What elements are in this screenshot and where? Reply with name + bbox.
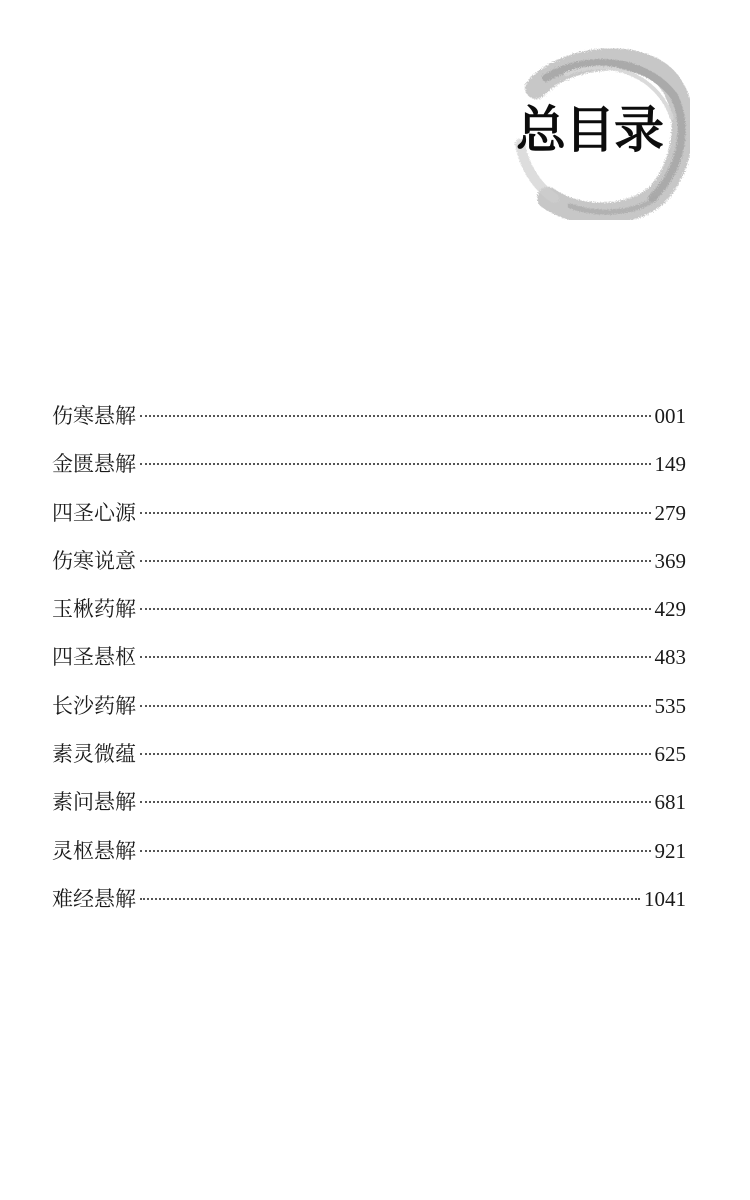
toc-entry[interactable] — [52, 730, 686, 778]
toc-entry-page: 921 — [654, 838, 686, 863]
toc-entry-title: 四圣心源 — [52, 500, 136, 525]
dot-leader — [140, 512, 651, 514]
toc-entry-page: 535 — [654, 693, 686, 718]
toc-entry-page: 149 — [654, 452, 686, 477]
toc-entry[interactable] — [52, 875, 686, 923]
toc-entry-page: 369 — [654, 548, 686, 573]
dot-leader — [140, 753, 651, 755]
toc-entry[interactable] — [52, 392, 686, 440]
toc-entry-title: 四圣悬枢 — [52, 645, 136, 670]
toc-entry[interactable] — [52, 633, 686, 681]
toc-entry[interactable] — [52, 440, 686, 488]
toc-entry-page: 279 — [654, 500, 686, 525]
toc-entry-title: 难经悬解 — [52, 886, 136, 911]
toc-entry-title: 长沙药解 — [52, 693, 136, 718]
dot-leader — [140, 415, 651, 417]
title-block — [506, 48, 690, 220]
dot-leader — [140, 463, 651, 465]
toc-entry[interactable] — [52, 682, 686, 730]
dot-leader — [140, 560, 651, 562]
toc-entry-title: 伤寒悬解 — [52, 404, 136, 428]
dot-leader — [140, 898, 640, 900]
toc-entry-page: 625 — [654, 742, 686, 767]
toc-entry[interactable] — [52, 585, 686, 633]
toc-entry[interactable] — [52, 489, 686, 537]
toc-entry-page: 681 — [654, 790, 686, 815]
toc-entry[interactable] — [52, 537, 686, 585]
toc-entry-title: 金匮悬解 — [52, 452, 136, 477]
dot-leader — [140, 801, 651, 803]
toc-entry-title: 素灵微蕴 — [52, 742, 136, 767]
toc-entry-title: 伤寒说意 — [52, 548, 136, 573]
toc-entry-title: 灵枢悬解 — [52, 838, 136, 863]
toc-entry[interactable] — [52, 778, 686, 826]
table-of-contents — [52, 392, 686, 923]
toc-entry-title: 素问悬解 — [52, 790, 136, 815]
dot-leader — [140, 850, 651, 852]
toc-entry-page: 429 — [654, 597, 686, 622]
page-title: 总目录 — [516, 101, 663, 159]
dot-leader — [140, 608, 651, 610]
toc-entry-page: 1041 — [644, 886, 686, 911]
dot-leader — [140, 656, 651, 658]
toc-entry[interactable] — [52, 827, 686, 875]
toc-entry-page: 483 — [654, 645, 686, 670]
toc-entry-page: 001 — [654, 404, 686, 428]
dot-leader — [140, 705, 651, 707]
toc-entry-title: 玉楸药解 — [52, 597, 136, 622]
